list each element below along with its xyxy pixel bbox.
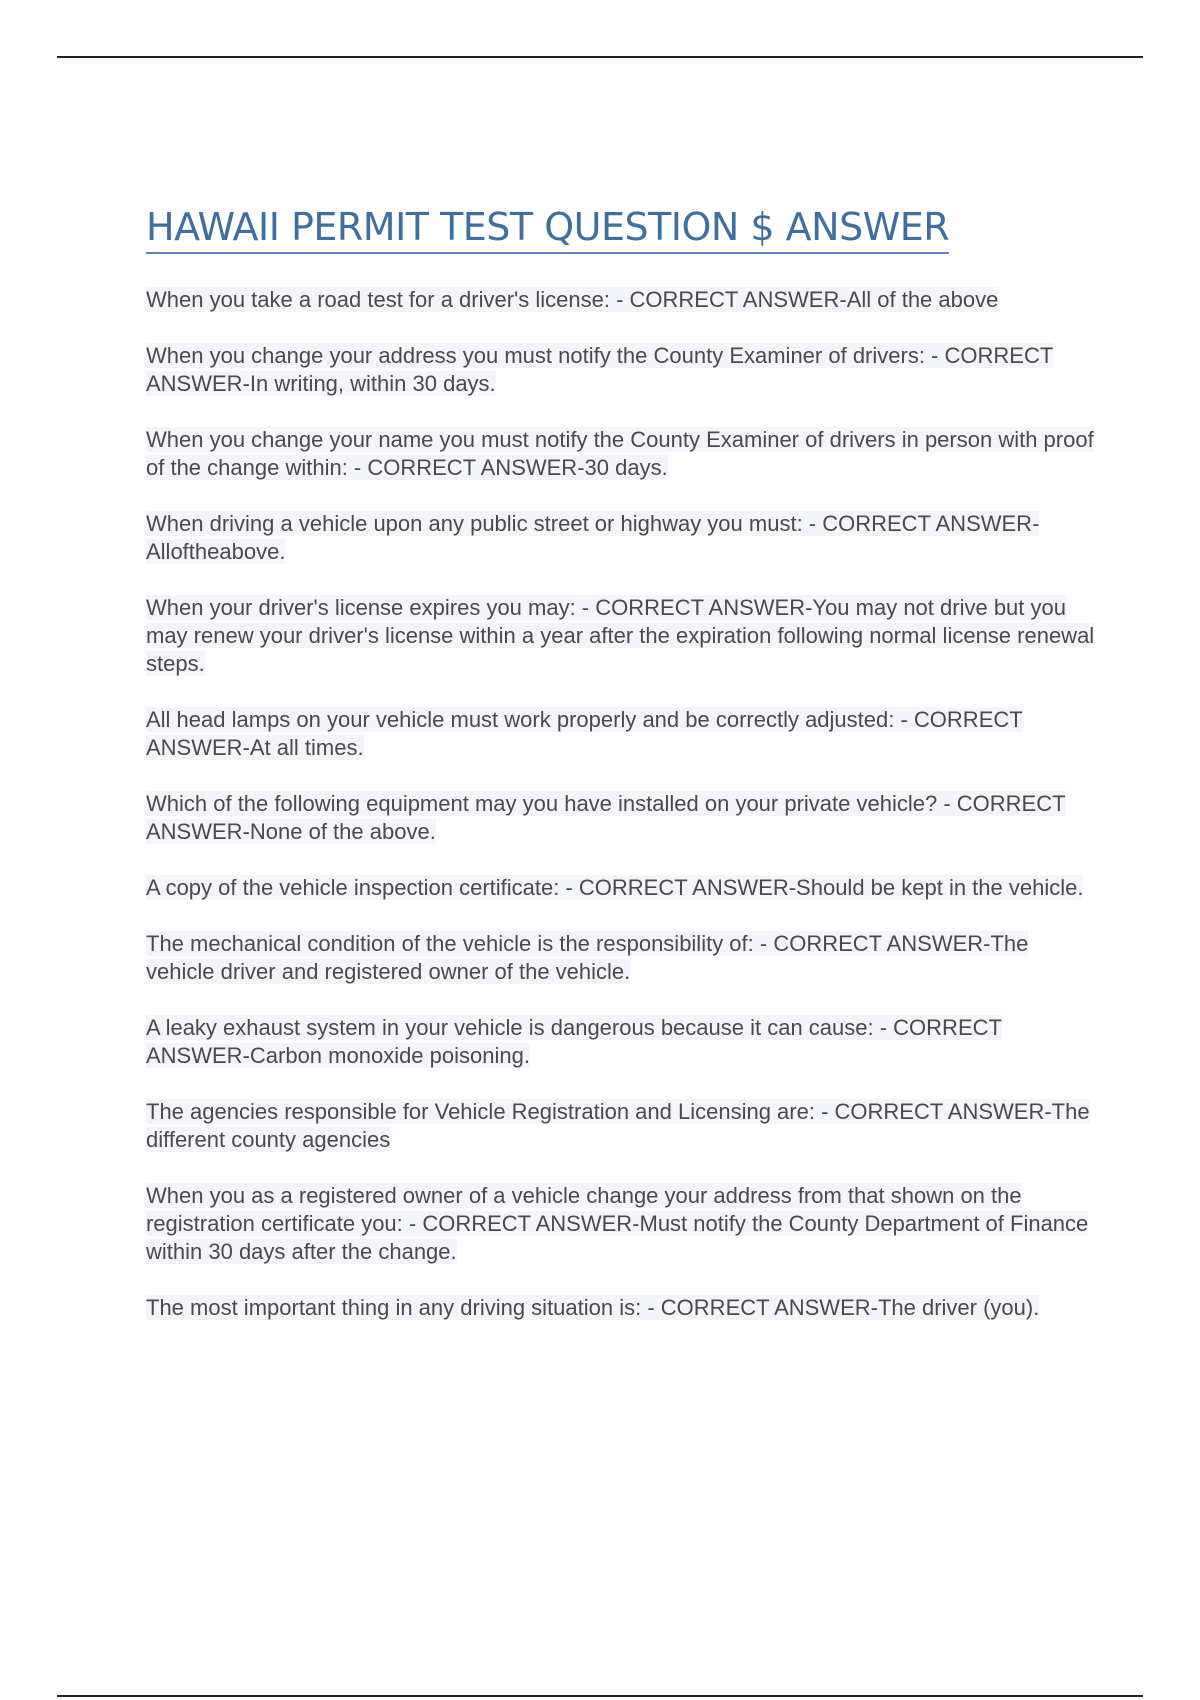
qa-text: When your driver's license expires you may: - CORRECT ANSWER-You may not drive but you may renew your driver's license within a year after the expiration following normal license renewal steps. xyxy=(146,595,1095,676)
qa-item xyxy=(146,874,1096,902)
qa-text: When driving a vehicle upon any public street or highway you must: - CORRECT ANSWER-Alloftheabove. xyxy=(146,511,1040,564)
qa-text: A copy of the vehicle inspection certificate: - CORRECT ANSWER-Should be kept in the vehicle. xyxy=(146,875,1084,900)
qa-item xyxy=(146,342,1096,398)
qa-text: The mechanical condition of the vehicle is the responsibility of: - CORRECT ANSWER-The vehicle driver and registered owner of the vehicle. xyxy=(146,931,1029,984)
qa-item xyxy=(146,1098,1096,1154)
qa-text: When you change your name you must notify the County Examiner of drivers in person with proof of the change within: - CORRECT ANSWER-30 days. xyxy=(146,427,1094,480)
qa-list xyxy=(146,286,1096,1350)
qa-item xyxy=(146,510,1096,566)
qa-item xyxy=(146,706,1096,762)
qa-item xyxy=(146,1014,1096,1070)
qa-item xyxy=(146,1294,1096,1322)
qa-item xyxy=(146,426,1096,482)
qa-item xyxy=(146,930,1096,986)
footer-rule xyxy=(57,1695,1143,1697)
qa-text: When you as a registered owner of a vehicle change your address from that shown on the registration certificate you: - CORRECT ANSWER-Must notify the County Department of Finance within 30 days after the change. xyxy=(146,1183,1089,1264)
qa-text: All head lamps on your vehicle must work properly and be correctly adjusted: - CORRECT ANSWER-At all times. xyxy=(146,707,1023,760)
qa-text: Which of the following equipment may you have installed on your private vehicle? - CORRECT ANSWER-None of the above. xyxy=(146,791,1066,844)
qa-item xyxy=(146,1182,1096,1266)
qa-text: A leaky exhaust system in your vehicle is dangerous because it can cause: - CORRECT ANSWER-Carbon monoxide poisoning. xyxy=(146,1015,1002,1068)
qa-item xyxy=(146,790,1096,846)
header-rule xyxy=(57,56,1143,58)
qa-text: The agencies responsible for Vehicle Registration and Licensing are: - CORRECT ANSWER-The different county agencies xyxy=(146,1099,1090,1152)
qa-text: The most important thing in any driving situation is: - CORRECT ANSWER-The driver (you). xyxy=(146,1295,1040,1320)
qa-item xyxy=(146,594,1096,678)
document-title: HAWAII PERMIT TEST QUESTION $ ANSWER xyxy=(146,202,949,254)
qa-text: When you take a road test for a driver's license: - CORRECT ANSWER-All of the above xyxy=(146,287,999,312)
qa-text: When you change your address you must notify the County Examiner of drivers: - CORRECT ANSWER-In writing, within 30 days. xyxy=(146,343,1054,396)
qa-item xyxy=(146,286,1096,314)
